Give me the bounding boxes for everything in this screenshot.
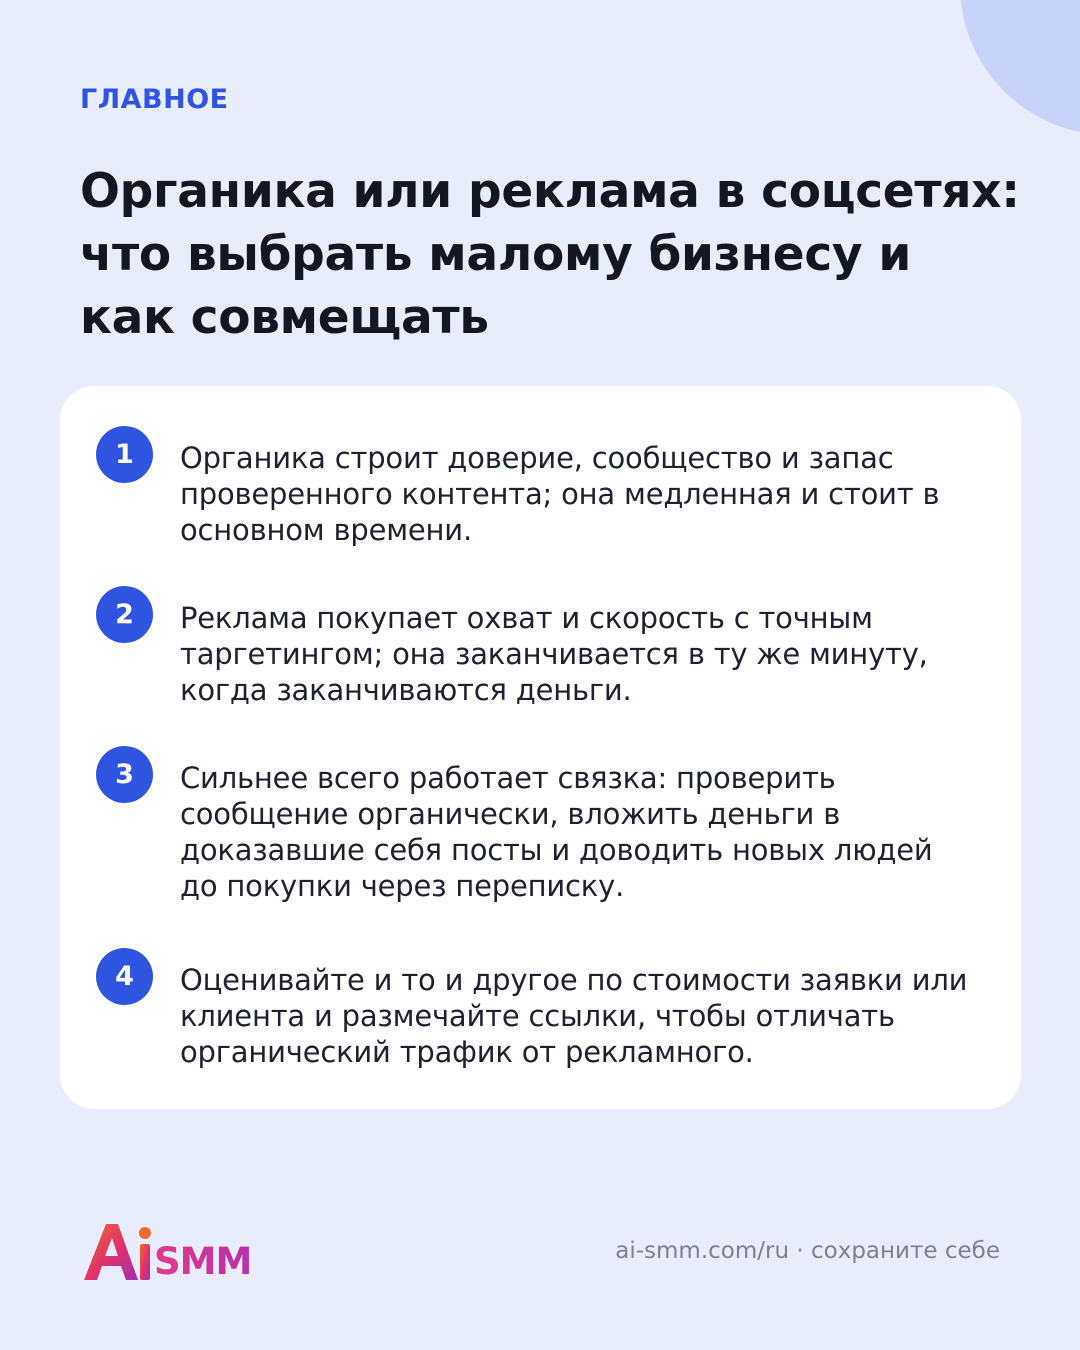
point-text: Сильнее всего работает связка: проверить сообщение органически, вложить деньги в доказавшие себя посты и доводить новых людей до покупки через переписку. (180, 761, 933, 903)
aismm-logo (80, 1218, 280, 1286)
point-number-badge: 2 (96, 586, 153, 643)
svg-text:SMM: SMM (154, 1240, 252, 1283)
point-number-badge: 4 (96, 948, 153, 1005)
eyebrow-label: ГЛАВНОЕ (80, 84, 229, 115)
point-number-badge: 1 (96, 426, 153, 483)
page-title: Органика или реклама в соцсетях: что выбрать малому бизнесу и как совмещать (80, 164, 1020, 345)
corner-decoration (960, 0, 1080, 135)
point-number-badge: 3 (96, 746, 153, 803)
logo-mark-icon (80, 1218, 280, 1286)
footer-link[interactable]: ai-smm.com/ru · сохраните себе (615, 1238, 1000, 1264)
point-text: Оценивайте и то и другое по стоимости заявки или клиента и размечайте ссылки, чтобы отличать органический трафик от рекламного. (180, 963, 968, 1069)
point-text: Реклама покупает охват и скорость с точным таргетингом; она заканчивается в ту же минуту, когда заканчиваются деньги. (180, 601, 928, 707)
key-points-card (60, 386, 1021, 1109)
point-text: Органика строит доверие, сообщество и запас проверенного контента; она медленная и стоит в основном времени. (180, 441, 940, 547)
